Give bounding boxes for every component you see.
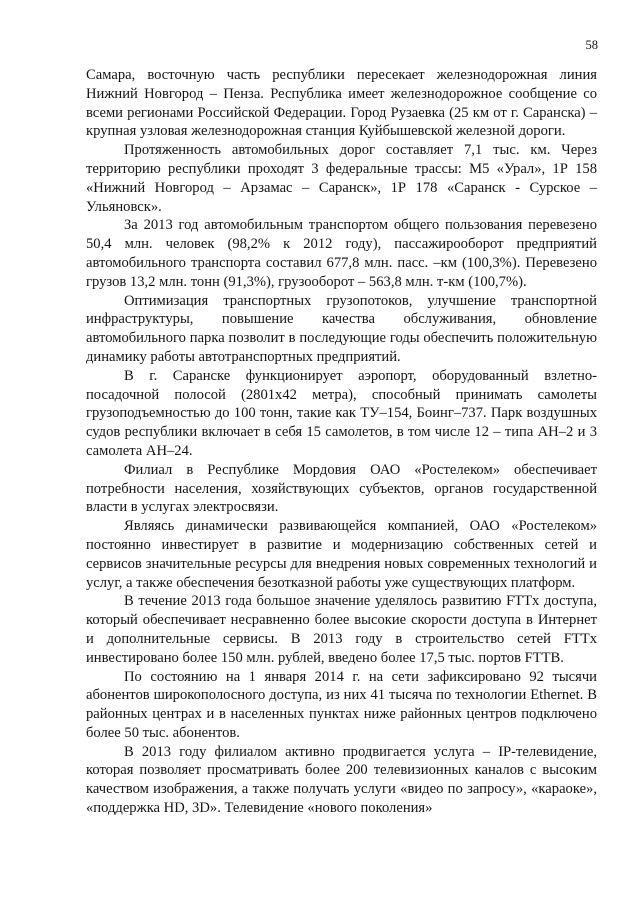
paragraph-railway: Самара, восточную часть республики пересекает железнодорожная линия Нижний Новгород – Пенза. Республика имеет железнодорожное сообщение со всеми регионами Российской Федерации. Город Рузаевка (25 км от г. Саранска) – крупная узловая железнодорожная станция Куйбышевской железной дороги. — [86, 67, 597, 140]
page-number: 58 — [585, 38, 598, 52]
paragraph-broadband-subscribers: По состоянию на 1 января 2014 г. на сети зафиксировано 92 тысячи абонентов широкополосного доступа, из них 41 тысяча по технологии Ethernet. В районных центрах и в населенных пунктах ниже районных центров подключено более 50 тыс. абонентов. — [86, 668, 597, 741]
paragraph-fttx: В течение 2013 года большое значение уделялось развитию FTTx доступа, который обеспечивает несравненно более высокие скорости доступа в Интернет и дополнительные сервисы. В 2013 году в строительство сетей FTTx инвестировано более 150 млн. рублей, введено более 17,5 тыс. портов FTTB. — [86, 593, 597, 666]
paragraph-road-transport-2013: За 2013 год автомобильным транспортом общего пользования перевезено 50,4 млн. человек (98,2% к 2012 году), пассажирооборот предприятий автомобильного транспорта составил 677,8 млн. пасс. –км (100,3%). Перевезено грузов 13,2 млн. тонн (91,3%), грузооборот – 563,8 млн. т-км (100,7%). — [86, 217, 597, 290]
paragraph-airport: В г. Саранске функционирует аэропорт, оборудованный взлетно-посадочной полосой (2801х42 метра), способный принимать самолеты грузоподъемностью до 100 тонн, такие как ТУ–154, Боинг–737. Парк воздушных судов республики включает в себя 15 самолетов, в том числе 12 – типа АН–2 и 3 самолета АН–24. — [86, 367, 597, 459]
paragraph-rostelecom-investment: Являясь динамически развивающейся компанией, ОАО «Ростелеком» постоянно инвестирует в развитие и модернизацию собственных сетей и сервисов значительные ресурсы для внедрения новых современных технологий и услуг, а также обеспечения безотказной работы уже существующих платформ. — [86, 518, 597, 591]
paragraph-iptv: В 2013 году филиалом активно продвигается услуга – IP-телевидение, которая позволяет просматривать более 200 телевизионных каналов с высоким качеством изображения, а также получать услуги «видео по запросу», «караоке», «поддержка HD, 3D». Телевидение «нового поколения» — [86, 743, 597, 817]
body-text — [86, 66, 597, 818]
paragraph-freight-optimization: Оптимизация транспортных грузопотоков, улучшение транспортной инфраструктуры, повышение качества обслуживания, обновление автомобильного парка позволит в последующие годы обеспечить положительную динамику работы автотранспортных предприятий. — [86, 292, 597, 365]
paragraph-rostelecom-branch: Филиал в Республике Мордовия ОАО «Ростелеком» обеспечивает потребности населения, хозяйствующих субъектов, органов государственной власти в услугах электросвязи. — [86, 461, 597, 516]
paragraph-roads: Протяженность автомобильных дорог составляет 7,1 тыс. км. Через территорию республики проходят 3 федеральные трассы: М5 «Урал», 1Р 158 «Нижний Новгород – Арзамас – Саранск», 1Р 178 «Саранск - Сурское – Ульяновск». — [86, 142, 597, 215]
